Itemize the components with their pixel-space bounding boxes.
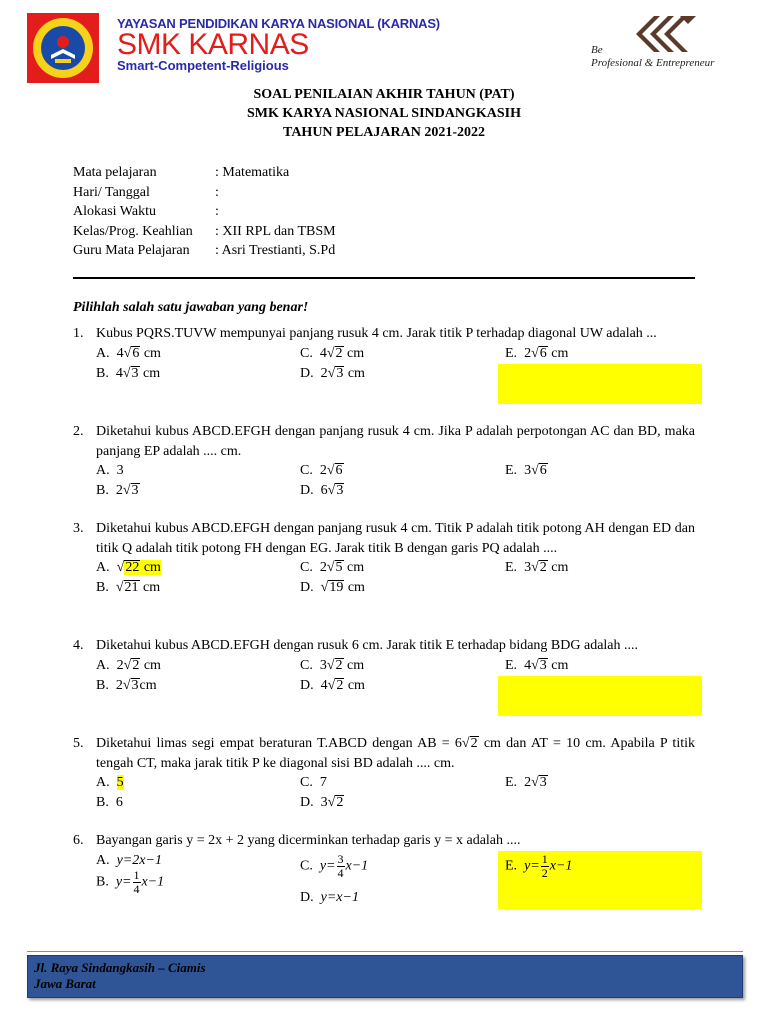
foundation-name: YAYASAN PENDIDIKAN KARYA NASIONAL (KARNAS) <box>117 16 440 31</box>
question-2 <box>73 422 695 501</box>
question-text: Diketahui kubus ABCD.EFGH dengan panjang rusuk 4 cm. Jika P adalah perpotongan AC dan BD, maka panjang EP adalah .... cm. <box>96 424 695 459</box>
motto <box>591 44 714 70</box>
title-line-2: SMK KARYA NASIONAL SINDANGKASIH <box>247 106 521 121</box>
question-number: 4. <box>73 638 84 653</box>
option-d[interactable]: D. 3√2 <box>300 795 344 810</box>
option-d[interactable]: D. 6√3 <box>300 483 344 498</box>
info-value: : Matematika <box>215 165 290 180</box>
exam-title <box>0 85 768 142</box>
question-number: 6. <box>73 833 84 848</box>
divider <box>73 277 695 279</box>
footer-line-2: Jawa Barat <box>34 976 96 991</box>
question-text: Diketahui kubus ABCD.EFGH dengan panjang rusuk 4 cm. Titik P adalah titik potong AH dengan ED dan titik Q adalah titik potong FH dengan EG. Jarak titik B dengan garis PQ adalah .... <box>96 521 695 556</box>
exam-info <box>73 163 336 261</box>
option-e[interactable]: E. 2√3 <box>505 775 547 790</box>
options <box>73 851 695 909</box>
option-d[interactable]: D. y=x−1 <box>300 889 359 905</box>
options <box>73 461 695 501</box>
options <box>73 344 695 384</box>
option-b[interactable]: B. √21 cm <box>96 580 161 595</box>
option-a[interactable]: A. 2√2 cm <box>96 657 161 673</box>
info-value: : XII RPL dan TBSM <box>215 223 336 239</box>
school-brand: SMK KARNAS <box>117 28 309 61</box>
school-logo <box>27 13 99 83</box>
question-text: Kubus PQRS.TUVW mempunyai panjang rusuk 4 cm. Jarak titik P terhadap diagonal UW adalah ... <box>96 326 657 341</box>
info-value: : <box>215 184 219 200</box>
footer-line-1: Jl. Raya Sindangkasih – Ciamis <box>34 960 206 975</box>
option-c[interactable]: C. 7 <box>300 775 327 790</box>
option-e[interactable]: E. 3√2 cm <box>505 560 569 575</box>
info-value: : <box>215 204 219 219</box>
options <box>73 656 695 696</box>
option-a[interactable]: A. 3 <box>96 463 124 478</box>
question-4 <box>73 636 695 696</box>
option-e[interactable]: E. 4√3 cm <box>505 657 569 673</box>
info-row <box>73 222 336 242</box>
option-b[interactable]: B. 4√3 cm <box>96 365 161 381</box>
info-label: Hari/ Tanggal <box>73 184 150 200</box>
footer-divider <box>27 951 743 952</box>
option-a[interactable]: A. √22 cm <box>96 560 161 575</box>
info-label: Mata pelajaran <box>73 165 157 180</box>
info-label: Kelas/Prog. Keahlian <box>73 223 193 239</box>
footer-address <box>34 960 206 992</box>
question-text: Bayangan garis y = 2x + 2 yang dicerminkan terhadap garis y = x adalah .... <box>96 833 521 848</box>
question-6 <box>73 831 695 909</box>
option-b[interactable]: B. y= $\frac{1}{4}$ x−1 <box>96 867 165 896</box>
motto-line-1: Be <box>591 44 603 56</box>
option-b[interactable]: B. 2√3 <box>96 483 139 498</box>
question-number: 3. <box>73 521 84 536</box>
option-e[interactable]: E. 3√6 <box>505 463 547 478</box>
question-text: Diketahui kubus ABCD.EFGH dengan rusuk 6 cm. Jarak titik E terhadap bidang BDG adalah .... <box>96 638 639 653</box>
option-b[interactable]: B. 2√3cm <box>96 677 157 693</box>
option-a[interactable]: A. 5 <box>96 775 124 790</box>
title-line-1: SOAL PENILAIAN AKHIR TAHUN (PAT) <box>253 87 515 102</box>
info-row <box>73 163 336 183</box>
option-c[interactable]: C. 2√6 <box>300 463 343 478</box>
option-a[interactable]: A. 4√6 cm <box>96 345 161 361</box>
question-5 <box>73 734 695 813</box>
question-3 <box>73 519 695 598</box>
option-e[interactable]: E. 2√6 cm <box>505 345 569 361</box>
option-e[interactable]: E. y= $\frac{1}{2}$ x−1 <box>505 851 573 880</box>
motto-line-2: Profesional & Entrepreneur <box>591 57 715 69</box>
info-row <box>73 183 336 203</box>
info-row <box>73 202 336 222</box>
info-value: : Asri Trestianti, S.Pd <box>215 243 336 258</box>
info-label: Guru Mata Pelajaran <box>73 243 190 258</box>
option-a[interactable]: A. y=2x−1 <box>96 852 162 868</box>
option-c[interactable]: C. 3√2 cm <box>300 657 365 673</box>
option-b[interactable]: B. 6 <box>96 795 123 810</box>
option-d[interactable]: D. 4√2 cm <box>300 677 365 693</box>
option-c[interactable]: C. 2√5 cm <box>300 560 365 575</box>
question-1 <box>73 324 695 384</box>
info-label: Alokasi Waktu <box>73 204 156 219</box>
school-slogan: Smart-Competent-Religious <box>117 58 289 73</box>
instruction: Pilihlah salah satu jawaban yang benar! <box>73 300 309 315</box>
info-row <box>73 241 336 261</box>
options <box>73 558 695 598</box>
option-c[interactable]: C. y= $\frac{3}{4}$ x−1 <box>300 851 369 880</box>
title-line-3: TAHUN PELAJARAN 2021-2022 <box>283 125 485 140</box>
question-number: 5. <box>73 736 84 751</box>
question-text: Diketahui limas segi empat beraturan T.ABCD dengan AB = 6√2 cm dan AT = 10 cm. Apabila P titik tengah CT, maka jarak titik P ke diagonal sisi BD adalah .... cm. <box>96 736 695 771</box>
option-d[interactable]: D. 2√3 cm <box>300 365 365 381</box>
options <box>73 773 695 813</box>
question-number: 1. <box>73 326 84 341</box>
question-number: 2. <box>73 424 84 439</box>
option-d[interactable]: D. √19 cm <box>300 580 365 595</box>
option-c[interactable]: C. 4√2 cm <box>300 345 365 361</box>
